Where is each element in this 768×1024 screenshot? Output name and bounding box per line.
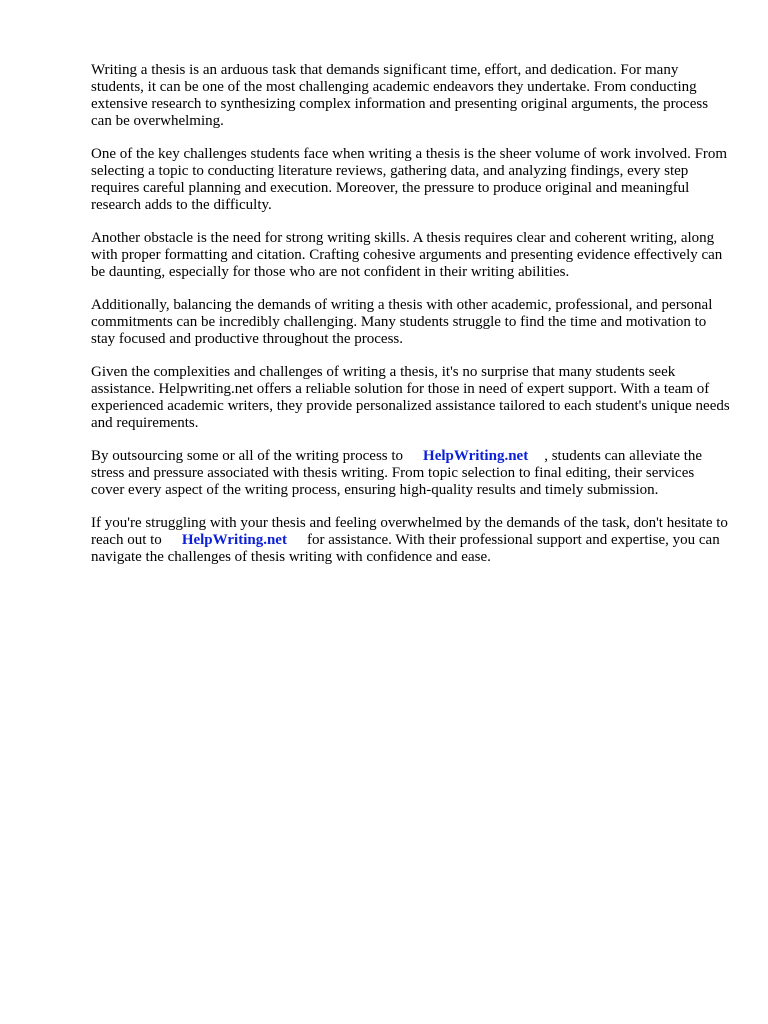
paragraph-conclusion	[91, 515, 731, 566]
paragraph-intro: Writing a thesis is an arduous task that demands significant time, effort, and dedication. For many students, it can be one of the most challenging academic endeavors they undertake. From conducting extensive research to synthesizing complex information and presenting original arguments, the process can be overwhelming.	[91, 62, 709, 129]
outsourcing-text-after: , students can alleviate the stress and pressure associated with thesis writing. From topic selection to final editing, their services cover every aspect of the writing process, ensuring high-quality results and timely submission.	[91, 448, 703, 498]
helpwriting-link[interactable]: HelpWriting.net	[423, 448, 529, 464]
paragraph-outsourcing	[91, 448, 731, 499]
document-page	[91, 62, 731, 582]
paragraph-challenges: One of the key challenges students face when writing a thesis is the sheer volume of work involved. From selecting a topic to conducting literature reviews, gathering data, and analyzing findings, every step requires careful planning and execution. Moreover, the pressure to produce original and meaningful research adds to the difficulty.	[91, 146, 728, 213]
helpwriting-link-2[interactable]: HelpWriting.net	[181, 532, 287, 548]
paragraph-assistance: Given the complexities and challenges of writing a thesis, it's no surprise that many students seek assistance. Helpwriting.net offers a reliable solution for those in need of expert support. With a team of experienced academic writers, they provide personalized assistance tailored to each student's unique needs and requirements.	[91, 364, 730, 431]
outsourcing-text-before: By outsourcing some or all of the writing process to	[91, 448, 404, 464]
paragraph-writing-skills: Another obstacle is the need for strong writing skills. A thesis requires clear and coherent writing, along with proper formatting and citation. Crafting cohesive arguments and presenting evidence effectively can be daunting, especially for those who are not confident in their writing abilities.	[91, 230, 723, 280]
conclusion-text-after: for assistance. With their professional support and expertise, you can navigate the challenges of thesis writing with confidence and ease.	[91, 532, 720, 565]
conclusion-text-before: If you're struggling with your thesis and feeling overwhelmed by the demands of the task, don't hesitate to reach out to	[91, 515, 728, 548]
paragraph-balancing: Additionally, balancing the demands of writing a thesis with other academic, professional, and personal commitments can be incredibly challenging. Many students struggle to find the time and motivation to stay focused and productive throughout the process.	[91, 297, 713, 347]
